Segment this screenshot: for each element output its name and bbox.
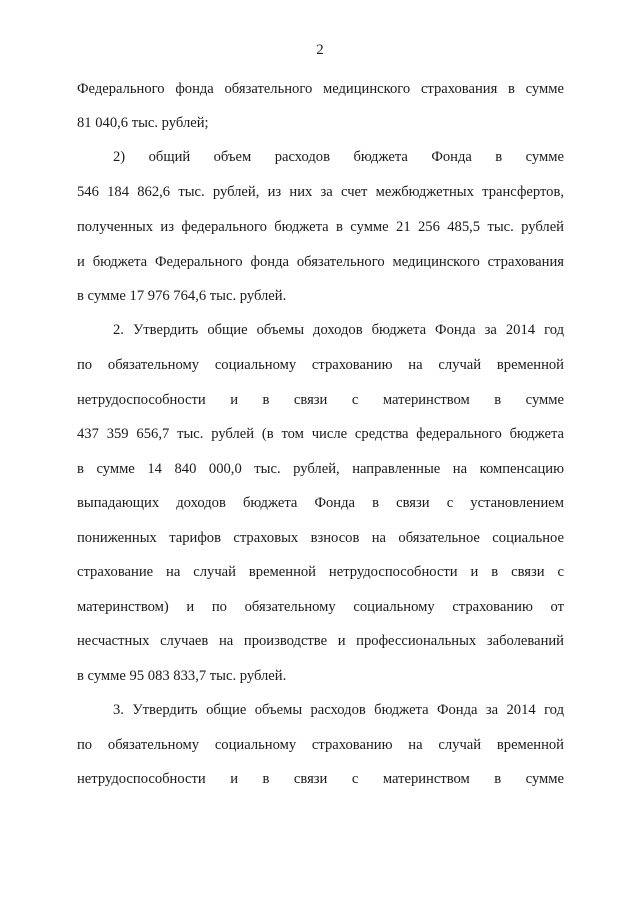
text-line: 3. Утвердить общие объемы расходов бюджета Фонда за 2014 год: [113, 702, 564, 718]
text-line: нетрудоспособности и в связи с материнством в сумме: [77, 771, 564, 787]
text-line: пониженных тарифов страховых взносов на обязательное социальное: [77, 530, 564, 546]
text-line: несчастных случаев на производстве и профессиональных заболеваний: [77, 633, 564, 649]
text-line: материнством) и по обязательному социальному страхованию от: [77, 599, 564, 615]
text-line: 81 040,6 тыс. рублей;: [77, 115, 209, 131]
text-line: нетрудоспособности и в связи с материнством в сумме: [77, 392, 564, 408]
text-line: 2. Утвердить общие объемы доходов бюджета Фонда за 2014 год: [113, 322, 564, 338]
text-line: полученных из федерального бюджета в сумме 21 256 485,5 тыс. рублей: [77, 219, 564, 235]
text-line: 2) общий объем расходов бюджета Фонда в сумме: [113, 149, 564, 165]
page-number: 2: [316, 42, 324, 58]
text-line: 437 359 656,7 тыс. рублей (в том числе средства федерального бюджета: [77, 426, 564, 442]
text-line: и бюджета Федерального фонда обязательного медицинского страхования: [77, 254, 564, 270]
text-line: страхование на случай временной нетрудоспособности и в связи с: [77, 564, 564, 580]
text-line: в сумме 14 840 000,0 тыс. рублей, направленные на компенсацию: [77, 461, 564, 477]
text-line: по обязательному социальному страхованию на случай временной: [77, 357, 564, 373]
text-line: выпадающих доходов бюджета Фонда в связи с установлением: [77, 495, 564, 511]
text-line: в сумме 95 083 833,7 тыс. рублей.: [77, 668, 287, 684]
text-line: Федерального фонда обязательного медицинского страхования в сумме: [77, 81, 564, 97]
text-line: в сумме 17 976 764,6 тыс. рублей.: [77, 288, 287, 304]
text-line: по обязательному социальному страхованию на случай временной: [77, 737, 564, 753]
text-line: 546 184 862,6 тыс. рублей, из них за счет межбюджетных трансфертов,: [77, 184, 564, 200]
